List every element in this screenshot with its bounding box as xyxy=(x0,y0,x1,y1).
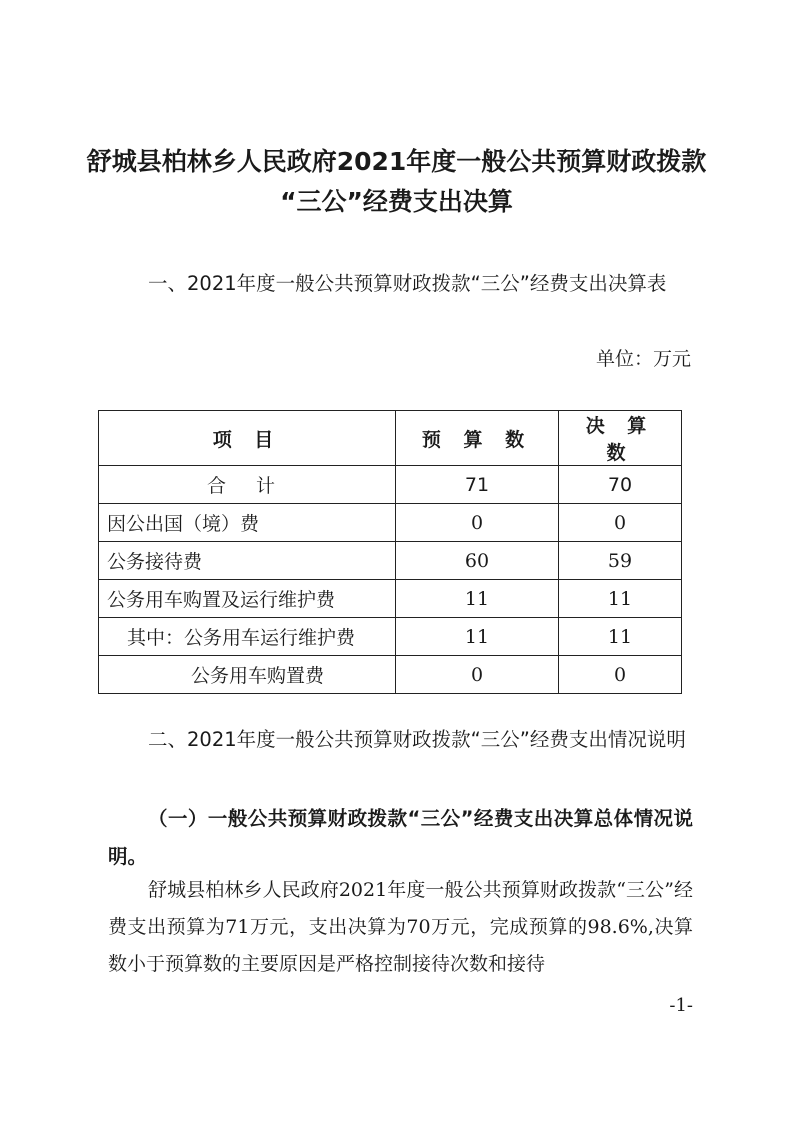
row-budget: 0 xyxy=(396,504,559,542)
page-number: -1- xyxy=(669,995,693,1016)
row-actual: 0 xyxy=(559,504,682,542)
header-item: 项 目 xyxy=(99,411,396,466)
row-label: 公务用车购置及运行维护费 xyxy=(99,580,396,618)
section1-heading: 一、2021年度一般公共预算财政拨款“三公”经费支出决算表 xyxy=(148,272,667,295)
table-row-total xyxy=(99,466,682,504)
table-row xyxy=(99,580,682,618)
row-actual: 70 xyxy=(559,466,682,504)
document-title-line2: “三公”经费支出决算 xyxy=(280,187,513,216)
row-budget: 11 xyxy=(396,580,559,618)
table-row xyxy=(99,504,682,542)
header-budget: 预 算 数 xyxy=(396,411,559,466)
document-title-line1: 舒城县柏林乡人民政府2021年度一般公共预算财政拨款 xyxy=(86,147,707,176)
row-label: 因公出国（境）费 xyxy=(99,504,396,542)
table-row xyxy=(99,542,682,580)
row-actual: 11 xyxy=(559,618,682,656)
row-budget: 11 xyxy=(396,618,559,656)
row-label: 公务用车购置费 xyxy=(99,656,396,694)
table-row xyxy=(99,618,682,656)
paragraph-1: 舒城县柏林乡人民政府2021年度一般公共预算财政拨款“三公”经费支出预算为71万元，支出决算为70万元，完成预算的98.6%,决算数小于预算数的主要原因是严格控制接待次数和接待 xyxy=(108,879,693,975)
section2-heading: 二、2021年度一般公共预算财政拨款“三公”经费支出情况说明 xyxy=(148,728,686,751)
header-actual: 决 算 数 xyxy=(559,411,682,466)
row-budget: 0 xyxy=(396,656,559,694)
table-header-row xyxy=(99,411,682,466)
row-actual: 0 xyxy=(559,656,682,694)
subsection1-heading: （一）一般公共预算财政拨款“三公”经费支出决算总体情况说明。 xyxy=(108,807,693,868)
table-row xyxy=(99,656,682,694)
row-actual: 11 xyxy=(559,580,682,618)
row-label: 合 计 xyxy=(99,466,396,504)
unit-label: 单位：万元 xyxy=(595,348,691,370)
row-label: 其中：公务用车运行维护费 xyxy=(99,618,396,656)
row-label: 公务接待费 xyxy=(99,542,396,580)
row-budget: 60 xyxy=(396,542,559,580)
three-public-expenses-table xyxy=(98,410,682,694)
row-actual: 59 xyxy=(559,542,682,580)
row-budget: 71 xyxy=(396,466,559,504)
